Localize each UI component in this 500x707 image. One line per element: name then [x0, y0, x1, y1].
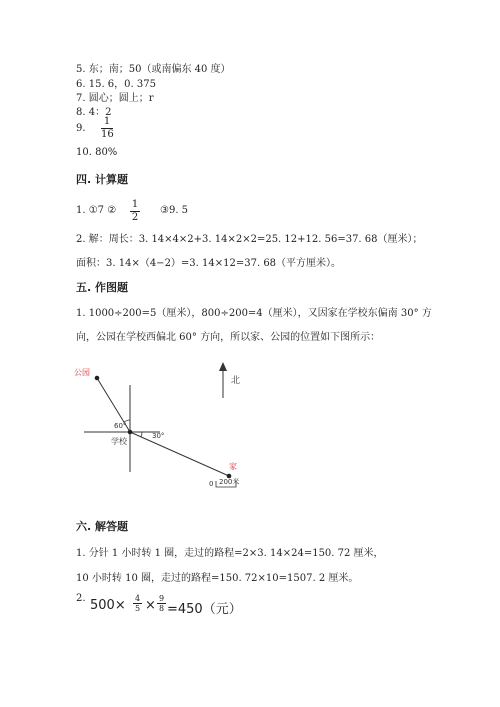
fraction-numerator: 9	[158, 594, 165, 603]
angle-60-label: 60°	[114, 422, 127, 430]
fraction-denominator: 2	[131, 212, 139, 223]
section-4-title: 四. 计算题	[76, 173, 129, 186]
school-label: 学校	[111, 437, 127, 446]
section-4-q1-part-c: ③9. 5	[160, 205, 189, 216]
answer-7: 7. 圆心；圆上；r	[76, 93, 154, 104]
scale-zero-label: 0	[209, 480, 214, 488]
park-point	[95, 376, 100, 381]
expr-fraction-4-5	[133, 594, 142, 613]
answer-8: 8. 4：2	[76, 107, 112, 118]
school-home-line	[130, 432, 229, 476]
section-5-q1-line1: 1. 1000÷200=5（厘米），800÷200=4（厘米），又因家在学校东偏南 30° 方	[76, 308, 432, 319]
fraction-denominator: 8	[158, 604, 165, 613]
expr-result: =450（元）	[167, 602, 242, 617]
section-5-q1-line2: 向，公园在学校西偏北 60° 方向，所以家、公园的位置如下图所示：	[76, 332, 381, 343]
section-5-title: 五. 作图题	[76, 281, 129, 294]
answer-10: 10. 80%	[76, 147, 118, 158]
fraction-numerator: 1	[131, 199, 139, 210]
fraction-denominator: 16	[101, 129, 114, 140]
section-4-q2-area: 面积：3. 14×（4−2）=3. 14×12=37. 68（平方厘米）。	[76, 258, 342, 269]
expr-fraction-9-8	[157, 594, 166, 613]
section-6-title: 六. 解答题	[76, 520, 129, 533]
expr-times: ×	[145, 598, 156, 613]
section-4-q2: 2. 解：周长：3. 14×4×2+3. 14×2×2=25. 12+12. 56=37. 68（厘米）；	[76, 234, 423, 245]
answer-6: 6. 15. 6，0. 375	[76, 79, 156, 90]
north-label: 北	[231, 376, 241, 386]
answer-9-label: 9.	[76, 123, 86, 134]
section-6-q2-expression	[90, 598, 126, 613]
answer-5: 5. 东；南；50（或南偏东 40 度）	[76, 64, 231, 75]
fraction-denominator: 5	[134, 604, 141, 613]
scale-unit-label: 200米	[219, 478, 240, 486]
section-4-q1-part-a: 1. ①7 ②	[76, 205, 117, 216]
home-label: 家	[229, 462, 237, 471]
section-6-q1-line2: 10 小时转 10 圈，走过的路程=150. 72×10=1507. 2 厘米。	[76, 573, 359, 584]
park-label: 公园	[74, 368, 90, 377]
fraction-numerator: 1	[103, 116, 111, 127]
north-arrow-icon	[219, 362, 227, 371]
school-point	[128, 430, 133, 435]
angle-30-arc	[141, 432, 142, 437]
expr-part-500: 500×	[90, 598, 126, 613]
fraction-numerator: 4	[134, 594, 141, 603]
angle-30-label: 30°	[152, 432, 165, 440]
section-6-q2-label: 2.	[76, 593, 86, 604]
section-6-q1-line1: 1. 分针 1 小时转 1 圈，走过的路程=2×3. 14×24=150. 72 厘米，	[76, 548, 384, 559]
